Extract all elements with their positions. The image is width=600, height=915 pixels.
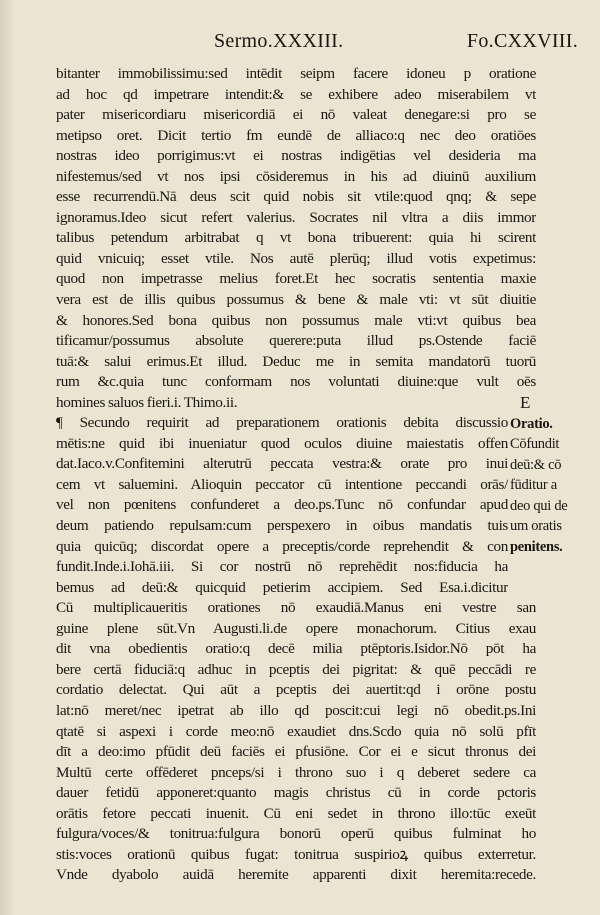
- text-line: quid vnicuiq; esset vtile. Nos autē plerūq; illud votis expetimus:: [56, 249, 536, 267]
- marginal-note: Cōfundit: [510, 436, 560, 453]
- sermon-heading: Sermo.XXXIII.: [214, 30, 344, 52]
- text-line: & honores.Sed bona quibus non possumus male vti:vt quibus bea: [56, 311, 536, 329]
- text-line: dauer fetidū apponeret:quanto magis christus cū in corde pctoris: [56, 784, 536, 802]
- text-line: rum &c.quia tunc conformam nos voluntati diuine:que vult oēs: [56, 373, 536, 391]
- text-line: fundit.Inde.i.Iohā.iii. Si cor nostrū nō reprehēdit nos:fiducia ha: [56, 558, 508, 576]
- folio-number: Fo.CXXVIII.: [466, 30, 578, 52]
- marginal-note: deo qui de: [510, 497, 568, 514]
- text-line: Cū multiplicaueritis orationes nō exaudiā.Manus eni vestre san: [56, 599, 536, 617]
- text-line: talibus petendum arbitrabat q vt bona tribuerent: quia hi scirent: [56, 229, 536, 247]
- text-line: mētis:ne quid ibi inueniatur quod oculos diuine maiestatis offen: [56, 434, 508, 452]
- marginal-note: fūditur a: [510, 477, 557, 494]
- running-header: [214, 30, 578, 54]
- marginal-note: penitens.: [510, 538, 563, 555]
- text-line: dīt a deo:imo pfūdit deū faciēs ei pfusiōne. Cor ei e sicut thronus dei: [56, 743, 536, 761]
- text-line: Multū certe offēderet pnceps/si i throno suo i q deberet sedere ca: [56, 763, 536, 781]
- text-line: guine plene sūt.Vn Augusti.li.de opere monachorum. Citius exau: [56, 619, 536, 637]
- text-line: deum patiendo repulsam:cum perspexero in oibus mandatis tuis: [56, 517, 508, 535]
- text-line: lat:nō meret/nec ipetrat ab illo qd poscit:cui legi nō obedit.ps.Ini: [56, 701, 536, 719]
- marginal-notes: [510, 393, 594, 557]
- text-line: pater misericordiaru misericordiā ei nō valeat denegare:si pro se: [56, 106, 536, 124]
- text-line: vel non pœnitens confunderet a deo.ps.Tunc nō confundar apud: [56, 496, 508, 514]
- text-line: homines saluos fieri.i. Thimo.ii.: [56, 393, 238, 411]
- text-line: dit vna obedientis oratio:q decē milia ptēptoris.Isidor.Nō pōt ha: [56, 640, 536, 658]
- text-line: quod non impetrasse melius foret.Et hec socratis sententia maxie: [56, 270, 536, 288]
- text-line: esse recurrendū.Nā deus scit quid nobis sit vtile:quod qnq; & sepe: [56, 188, 536, 206]
- text-line: metipso oret. Dicit tertio fm eundē de alliaco:q nec deo oratiōes: [56, 126, 536, 144]
- marginal-note: um oratis: [510, 518, 562, 535]
- text-line: ad hoc qd impetrare intendit:& se exhibere adeo miserabilem vt: [56, 85, 536, 103]
- main-text-block: [56, 64, 536, 886]
- text-line: vera est de illis quibus possumus & bene & male vti: vt sūt diuitie: [56, 291, 536, 309]
- text-line: nostras ideo porrigimus:vt ei nostras indigētias vel desideria ma: [56, 147, 536, 165]
- marginal-letter: E: [520, 393, 531, 412]
- text-line: cem vt saluemini. Alioquin peccator cū intentione peccandi orās/: [56, 475, 508, 493]
- text-line: cordatio delectat. Qui aūt a pceptis dei auertit:qd i orōne postu: [56, 681, 536, 699]
- text-line: tuā:& salui erimus.Et illud. Deduc me in semita mandatorū tuorū: [56, 352, 536, 370]
- text-line: bitanter immobilissimu:sed intēdit seipm facere idoneu p oratione: [56, 65, 536, 82]
- marginal-note: Oratio.: [510, 415, 553, 432]
- text-line: bere certā fiduciā:q adhuc in pceptis dei pigritat: & quē peccādi re: [56, 660, 536, 678]
- text-line: fulgura/voces/& tonitrua:fulgura bonorū operū quibus fulminat ho: [56, 825, 536, 843]
- text-line: qtatē si aspexi i corde meo:nō exaudiet dns.Scdo quia nō solū pfīt: [56, 722, 536, 740]
- paragraph-start-line: ¶ Secundo requirit ad preparationem orationis debita discussio: [56, 414, 508, 432]
- text-line: tificamur/possumus absolute querere:puta illud ps.Ostende faciē: [56, 332, 536, 350]
- text-line: quia quicūq; discordat opere a preceptis/corde reprehendit & con: [56, 537, 508, 555]
- text-line: nifestemus/sed vt nos ipsi cōsideremus in his ad diuinū auxilium: [56, 167, 536, 185]
- text-line: ignoramus.Ideo sicut refert valerius. Socrates nil vltra a diis immor: [56, 208, 536, 226]
- text-line: orātis fetore peccati inuenit. Cū eni sedet in throno illo:tūc exeūt: [56, 804, 536, 822]
- text-line: Vnde dyabolo auidā heremite apparenti dixit heremita:recede.: [56, 866, 536, 884]
- text-line: bemus ad deū:& quicquid petierim accipiem. Sed Esa.i.dicitur: [56, 578, 508, 596]
- text-line: stis:voces orationū quibus fugat: tonitrua suspirioꝝ quibus exterretur.: [56, 845, 536, 863]
- text-line: dat.Iaco.v.Confitemini alterutrū peccata vestra:& orate pro inui: [56, 455, 508, 473]
- marginal-note: deū:& cō: [510, 456, 562, 473]
